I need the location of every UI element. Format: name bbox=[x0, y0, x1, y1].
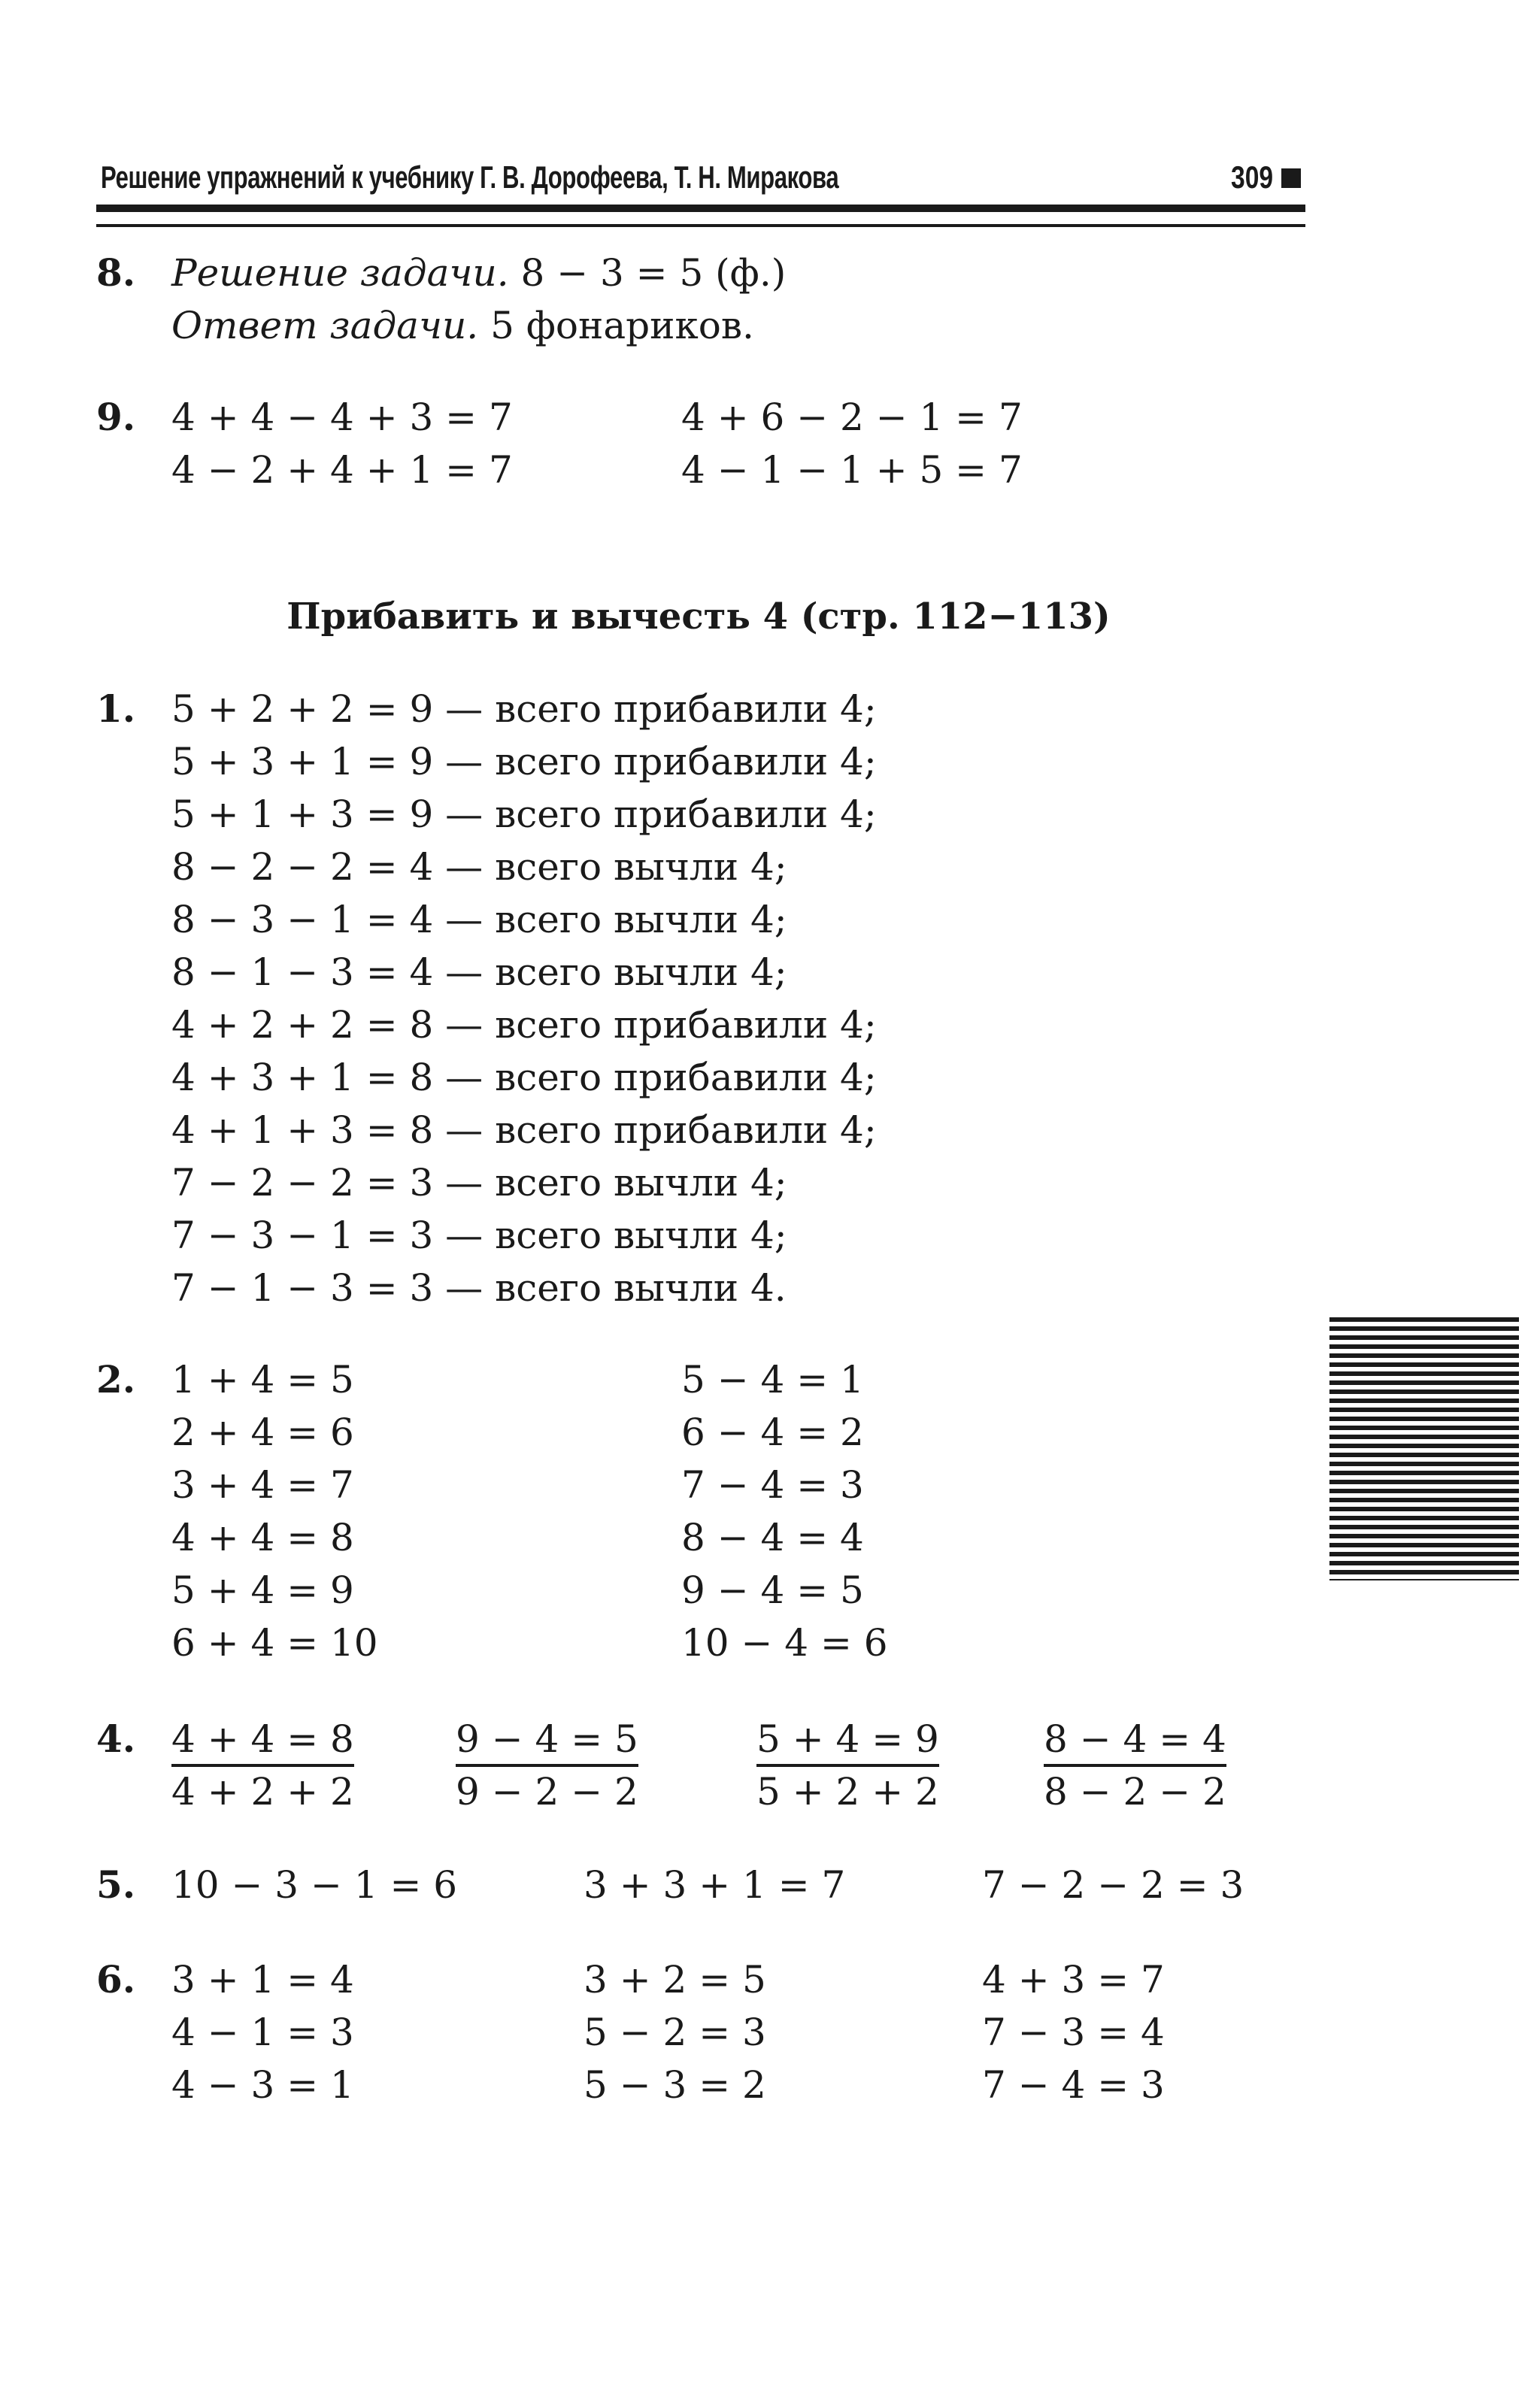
exercise-2-left-line: 6 + 4 = 10 bbox=[171, 1621, 378, 1665]
exercise-1-line: 7 − 3 − 1 = 3 — всего вычли 4; bbox=[171, 1214, 787, 1257]
exercise-1-number: 1. bbox=[96, 686, 136, 731]
header-rule-thick bbox=[96, 205, 1305, 212]
exercise-8-number: 8. bbox=[96, 250, 136, 295]
exercise-4-item bbox=[456, 1714, 638, 1817]
item-top: 4 + 4 = 8 bbox=[171, 1714, 354, 1767]
exercise-2-right-line: 8 − 4 = 4 bbox=[681, 1516, 864, 1559]
exercise-9-number: 9. bbox=[96, 395, 136, 439]
exercise-1-line: 5 + 3 + 1 = 9 — всего прибавили 4; bbox=[171, 740, 877, 783]
exercise-4-item bbox=[171, 1714, 354, 1817]
exercise-1-line: 5 + 2 + 2 = 9 — всего прибавили 4; bbox=[171, 687, 877, 731]
running-header-title: Решение упражнений к учебнику Г. В. Дорофеева, Т. Н. Миракова bbox=[101, 159, 839, 195]
page-marker-square bbox=[1281, 168, 1301, 188]
exercise-8-solution bbox=[171, 247, 786, 299]
exercise-6-line: 7 − 4 = 3 bbox=[982, 2063, 1165, 2107]
exercise-1-line: 7 − 2 − 2 = 3 — всего вычли 4; bbox=[171, 1161, 787, 1205]
exercise-5-item: 10 − 3 − 1 = 6 bbox=[171, 1863, 458, 1907]
exercise-1-line: 8 − 3 − 1 = 4 — всего вычли 4; bbox=[171, 898, 787, 941]
exercise-2-right-line: 5 − 4 = 1 bbox=[681, 1358, 864, 1402]
solution-label: Решение задачи. bbox=[171, 251, 509, 295]
exercise-6-line: 5 − 2 = 3 bbox=[584, 2011, 766, 2054]
exercise-6-line: 7 − 3 = 4 bbox=[982, 2011, 1165, 2054]
exercise-6-line: 4 + 3 = 7 bbox=[982, 1958, 1165, 2002]
exercise-1-line: 4 + 2 + 2 = 8 — всего прибавили 4; bbox=[171, 1003, 877, 1047]
header-rule-thin bbox=[96, 224, 1305, 227]
exercise-2-left-line: 1 + 4 = 5 bbox=[171, 1358, 354, 1402]
exercise-6-number: 6. bbox=[96, 1957, 136, 2002]
solution-value: 8 − 3 = 5 (ф.) bbox=[508, 251, 787, 295]
item-top: 9 − 4 = 5 bbox=[456, 1714, 638, 1767]
exercise-9-left-line: 4 + 4 − 4 + 3 = 7 bbox=[171, 395, 513, 439]
exercise-4-number: 4. bbox=[96, 1717, 136, 1761]
exercise-6-line: 3 + 2 = 5 bbox=[584, 1958, 766, 2002]
answer-label: Ответ задачи. bbox=[171, 304, 479, 347]
item-top: 8 − 4 = 4 bbox=[1044, 1714, 1226, 1767]
exercise-4-item bbox=[756, 1714, 939, 1817]
item-bottom: 4 + 2 + 2 bbox=[171, 1770, 354, 1814]
exercise-2-left-line: 4 + 4 = 8 bbox=[171, 1516, 354, 1559]
exercise-2-left-line: 2 + 4 = 6 bbox=[171, 1411, 354, 1454]
exercise-1-line: 5 + 1 + 3 = 9 — всего прибавили 4; bbox=[171, 792, 877, 836]
exercise-5-item: 3 + 3 + 1 = 7 bbox=[584, 1863, 846, 1907]
exercise-6-line: 4 − 1 = 3 bbox=[171, 2011, 354, 2054]
exercise-6-line: 4 − 3 = 1 bbox=[171, 2063, 354, 2107]
exercise-9-left-line: 4 − 2 + 4 + 1 = 7 bbox=[171, 448, 513, 492]
item-bottom: 5 + 2 + 2 bbox=[756, 1770, 939, 1814]
exercise-2-left-line: 5 + 4 = 9 bbox=[171, 1568, 354, 1612]
exercise-1-line: 4 + 1 + 3 = 8 — всего прибавили 4; bbox=[171, 1108, 877, 1152]
item-bottom: 9 − 2 − 2 bbox=[456, 1770, 638, 1814]
page-number: 309 bbox=[1230, 159, 1273, 195]
item-top: 5 + 4 = 9 bbox=[756, 1714, 939, 1767]
exercise-5-item: 7 − 2 − 2 = 3 bbox=[982, 1863, 1244, 1907]
exercise-2-right-line: 6 − 4 = 2 bbox=[681, 1411, 864, 1454]
thumb-index-stripes bbox=[1329, 1317, 1519, 1580]
exercise-6-line: 5 − 3 = 2 bbox=[584, 2063, 766, 2107]
exercise-2-left-line: 3 + 4 = 7 bbox=[171, 1463, 354, 1507]
exercise-1-line: 8 − 1 − 3 = 4 — всего вычли 4; bbox=[171, 950, 787, 994]
exercise-9-right-line: 4 + 6 − 2 − 1 = 7 bbox=[681, 395, 1023, 439]
exercise-5-number: 5. bbox=[96, 1862, 136, 1907]
exercise-2-right-line: 9 − 4 = 5 bbox=[681, 1568, 864, 1612]
exercise-1-line: 7 − 1 − 3 = 3 — всего вычли 4. bbox=[171, 1266, 787, 1310]
exercise-4-item bbox=[1044, 1714, 1226, 1817]
item-bottom: 8 − 2 − 2 bbox=[1044, 1770, 1226, 1814]
exercise-2-right-line: 10 − 4 = 6 bbox=[681, 1621, 888, 1665]
exercise-9-right-line: 4 − 1 − 1 + 5 = 7 bbox=[681, 448, 1023, 492]
exercise-1-line: 4 + 3 + 1 = 8 — всего прибавили 4; bbox=[171, 1056, 877, 1099]
exercise-1-line: 8 − 2 − 2 = 4 — всего вычли 4; bbox=[171, 845, 787, 889]
exercise-8-answer bbox=[171, 299, 754, 352]
exercise-2-right-line: 7 − 4 = 3 bbox=[681, 1463, 864, 1507]
exercise-2-number: 2. bbox=[96, 1357, 136, 1402]
section-heading: Прибавить и вычесть 4 (стр. 112−113) bbox=[286, 595, 1111, 638]
exercise-6-line: 3 + 1 = 4 bbox=[171, 1958, 354, 2002]
answer-value: 5 фонариков. bbox=[478, 304, 754, 347]
